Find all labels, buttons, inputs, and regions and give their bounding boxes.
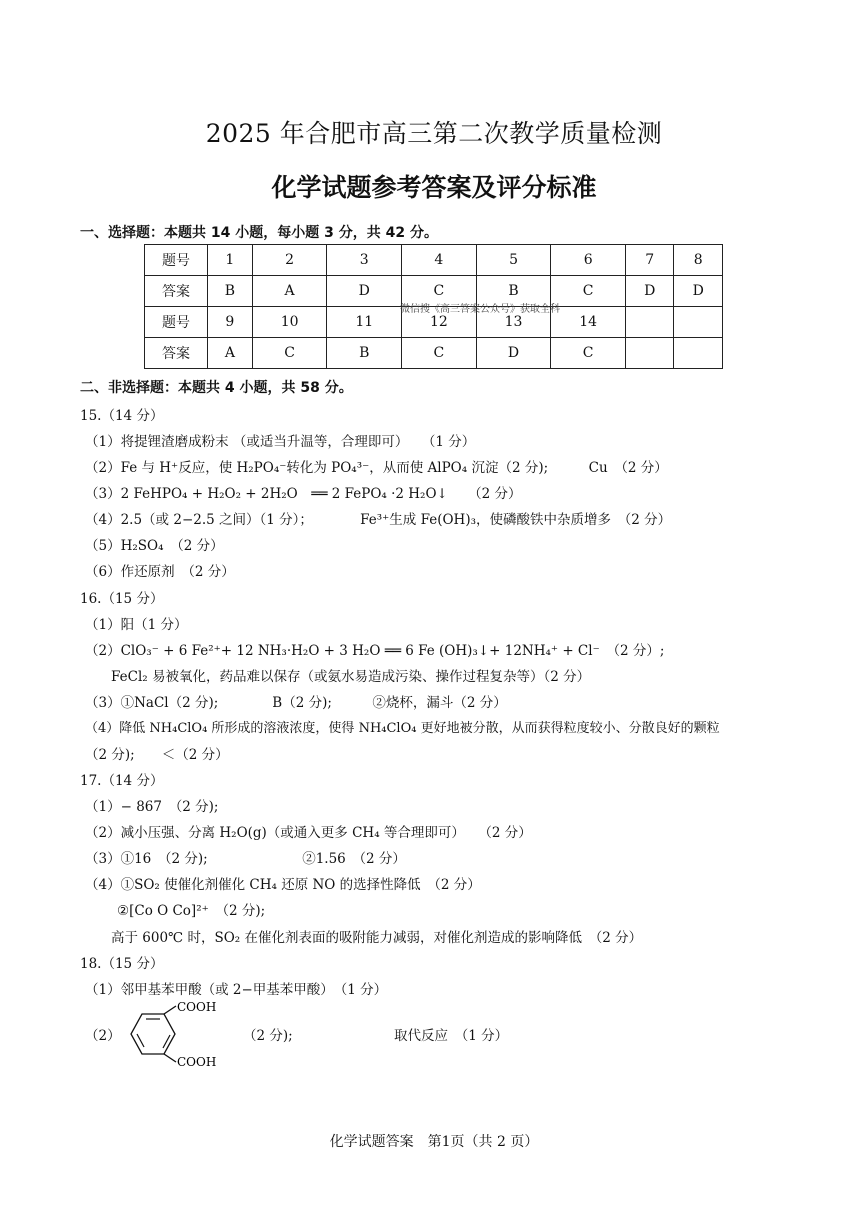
table-cell: D	[476, 338, 551, 369]
answer-line: （2）Fe 与 H⁺反应，使 H₂PO₄⁻转化为 PO₄³⁻，从而使 AlPO₄ 沉淀（2 分); Cu （2 分）	[85, 460, 668, 476]
table-cell: 13	[476, 307, 551, 338]
table-cell: C	[402, 276, 477, 307]
cooh-label-bottom: COOH	[177, 1055, 217, 1068]
table-cell	[674, 338, 723, 369]
table-cell: 11	[327, 307, 402, 338]
table-cell: D	[625, 276, 674, 307]
answer-line-label: （2）	[85, 1028, 121, 1044]
answer-line: （3）①16 （2 分); ②1.56 （2 分）	[85, 851, 406, 867]
table-row	[145, 245, 723, 276]
answer-line: （3）2 FeHPO₄ + H₂O₂ + 2H₂O ══ 2 FePO₄ ·2 H₂O↓ （2 分）	[85, 486, 522, 502]
table-cell: 12	[402, 307, 477, 338]
table-cell	[625, 307, 674, 338]
answer-line: （1）将提锂渣磨成粉末 （或适当升温等，合理即可） （1 分）	[85, 434, 476, 450]
table-cell: C	[252, 338, 327, 369]
answer-line: 取代反应 （1 分）	[394, 1028, 509, 1044]
table-cell: C	[402, 338, 477, 369]
table-row	[145, 338, 723, 369]
answer-line: （1）阳（1 分）	[85, 617, 188, 633]
table-cell: B	[327, 338, 402, 369]
question-heading: 18.（15 分）	[80, 956, 164, 972]
table-cell: 10	[252, 307, 327, 338]
section-heading-choice: 一、选择题：本题共 14 小题，每小题 3 分，共 42 分。	[80, 225, 438, 241]
table-cell: C	[551, 338, 626, 369]
answer-line: FeCl₂ 易被氧化，药品难以保存（或氨水易造成污染、操作过程复杂等）（2 分）	[111, 669, 591, 685]
answer-line: （3）①NaCl（2 分); B（2 分); ②烧杯，漏斗（2 分）	[85, 695, 507, 711]
answer-line: （2）ClO₃⁻ + 6 Fe²⁺+ 12 NH₃·H₂O + 3 H₂O ══ 6 Fe (OH)₃↓+ 12NH₄⁺ + Cl⁻ （2 分）;	[85, 643, 665, 659]
answer-line: （1）邻甲基苯甲酸（或 2−甲基苯甲酸） （1 分）	[85, 982, 388, 998]
table-cell: D	[674, 276, 723, 307]
section-heading-nonchoice: 二、非选择题：本题共 4 小题，共 58 分。	[80, 380, 353, 396]
table-cell: C	[551, 276, 626, 307]
table-cell: A	[252, 276, 327, 307]
table-cell: 2	[252, 245, 327, 276]
table-cell: 答案	[145, 338, 208, 369]
answer-line: （4）①SO₂ 使催化剂催化 CH₄ 还原 NO 的选择性降低 （2 分）	[85, 877, 481, 893]
table-cell: 4	[402, 245, 477, 276]
substituent-bond	[164, 1006, 176, 1014]
table-cell: 8	[674, 245, 723, 276]
table-cell: 6	[551, 245, 626, 276]
answer-line: （4）2.5（或 2−2.5 之间）（1 分）； Fe³⁺生成 Fe(OH)₃，使磷酸铁中杂质增多 （2 分）	[85, 512, 672, 528]
table-cell: 9	[208, 307, 253, 338]
answer-line: （1）− 867 （2 分);	[85, 799, 219, 815]
substituent-bond	[164, 1054, 176, 1062]
table-cell: D	[327, 276, 402, 307]
answer-line: （6）作还原剂 （2 分）	[85, 564, 235, 580]
phthalic-acid-structure	[118, 1002, 228, 1068]
page-footer: 化学试题答案 第1页（共 2 页）	[329, 1134, 539, 1150]
answer-score: （2 分);	[243, 1028, 293, 1044]
table-cell	[674, 307, 723, 338]
answer-line: （5）H₂SO₄ （2 分）	[85, 538, 224, 554]
answer-line: 高于 600℃ 时，SO₂ 在催化剂表面的吸附能力减弱，对催化剂造成的影响降低 （2 分）	[111, 930, 643, 946]
table-cell: 3	[327, 245, 402, 276]
table-cell: 题号	[145, 307, 208, 338]
answer-line: （2 分); ＜（2 分）	[85, 747, 229, 763]
table-cell	[625, 338, 674, 369]
cooh-label-top: COOH	[177, 1002, 217, 1014]
table-cell: 答案	[145, 276, 208, 307]
question-heading: 16.（15 分）	[80, 591, 164, 607]
page-subtitle: 化学试题参考答案及评分标准	[271, 173, 597, 202]
question-heading: 15.（14 分）	[80, 408, 164, 424]
page-title: 2025 年合肥市高三第二次教学质量检测	[205, 119, 663, 148]
table-cell: B	[208, 276, 253, 307]
watermark-text: 微信搜《高三答案公众号》获取全科	[400, 304, 560, 315]
table-cell: 5	[476, 245, 551, 276]
table-cell: 1	[208, 245, 253, 276]
answer-line: （4）降低 NH₄ClO₄ 所形成的溶液浓度，使得 NH₄ClO₄ 更好地被分散，从而获得粒度较小、分散良好的颗粒	[85, 721, 720, 736]
table-cell: 题号	[145, 245, 208, 276]
table-cell: A	[208, 338, 253, 369]
table-cell: 7	[625, 245, 674, 276]
table-cell: B	[476, 276, 551, 307]
answer-line: ②[Co O Co]²⁺ （2 分);	[117, 903, 266, 919]
answer-line: （2）减小压强、分离 H₂O(g)（或通入更多 CH₄ 等合理即可） （2 分）	[85, 825, 532, 841]
ring-double-bond	[137, 1034, 144, 1047]
table-cell: 14	[551, 307, 626, 338]
question-heading: 17.（14 分）	[80, 773, 164, 789]
